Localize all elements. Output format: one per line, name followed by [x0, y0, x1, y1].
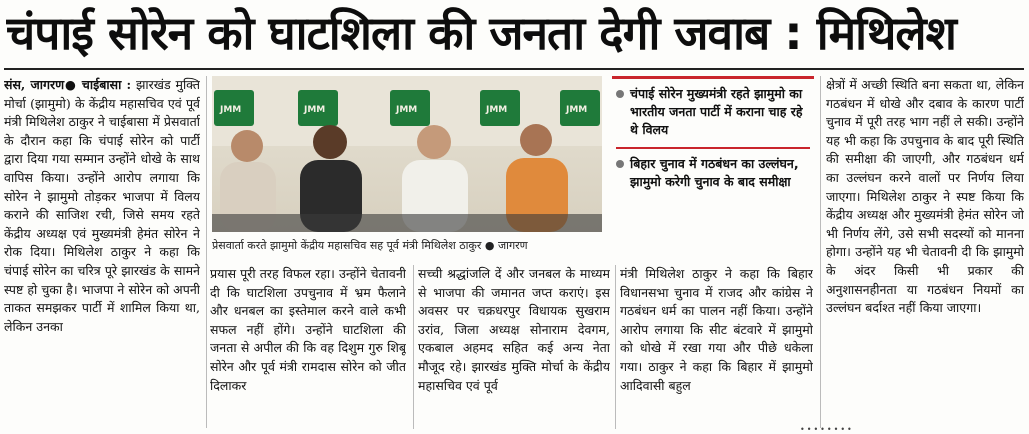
- column2-text: प्रयास पूरी तरह विफल रहा। उन्होंने चेतावनी दी कि घाटशिला उपचुनाव में भ्रम फैलाने और धनबल का इस्तेमाल करने वाले कभी सफल नहीं होंगे। उन्होंने घाटशिला की जनता से अपील की कि वह दिशुम गुरु शिबू सोरेन और पूर्व मंत्री रामदास सोरेन को जीत दिलाकर: [210, 266, 406, 393]
- column-divider: [615, 265, 616, 429]
- table: [212, 214, 602, 232]
- article-column-1: [4, 76, 200, 428]
- highlight-item: [612, 149, 814, 193]
- press-conference-photo: [212, 76, 602, 232]
- byline: संस, जागरण● चाईबासा :: [4, 77, 132, 92]
- article-column-3: [418, 265, 610, 429]
- column5-text: क्षेत्रों में अच्छी स्थिति बना सकता था, लेकिन गठबंधन में धोखे और दबाव के कारण पार्टी चुनाव में पूरी तरह भाग नहीं ले सकी। उन्होंने यह भी कहा कि उपचुनाव के बाद पूरी स्थिति की समीक्षा की जाएगी, और गठबंधन धर्म का उल्लंघन करने वालों पर निर्णय लिया जाएगा। मिथिलेश ठाकुर ने स्पष्ट किया कि केंद्रीय अध्यक्ष और मुख्यमंत्री हेमंत सोरेन जो भी निर्णय लेंगे, उसे सभी सदस्यों को मानना होगा। उन्होंने यह भी चेतावनी दी कि झामुमो के अंदर किसी भी प्रकार की अनुशासनहीनता या गठबंधन नियमों का उल्लंघन बर्दाश्त नहीं किया जाएगा।: [826, 77, 1024, 316]
- column1-text: झारखंड मुक्ति मोर्चा (झामुमो) के केंद्रीय महासचिव एवं पूर्व मंत्री मिथिलेश ठाकुर ने चाईबासा में प्रेसवार्ता के दौरान कहा कि चंपाई सोरेन को पार्टी द्वारा दिया गया सम्मान उन्होंने धोखे के साथ वापिस किया। उन्होंने आरोप लगाया कि सोरेन ने झामुमो तोड़कर भाजपा में विलय कराने की साजिश रची, जिसे समय रहते केंद्रीय अध्यक्ष एवं मुख्यमंत्री हेमंत सोरेन ने रोक दिया। मिथिलेश ठाकुर ने कहा कि चंपाई सोरेन का चरित्र पूरे झारखंड के सामने स्पष्ट हो चुका है। भाजपा ने सोरेन को अपनी ताकत समझकर पार्टी में शामिल किया था, लेकिन उनका: [4, 77, 200, 334]
- column-divider: [413, 265, 414, 429]
- highlight-item: [612, 79, 814, 141]
- article-column-4: [620, 265, 813, 429]
- photo-illustration: [212, 76, 602, 232]
- highlight-text: बिहार चुनाव में गठबंधन का उल्लंघन, झामुमो करेगी चुनाव के बाद समीक्षा: [630, 156, 799, 189]
- end-dots: ••••••••: [800, 425, 854, 434]
- column4-text: मंत्री मिथिलेश ठाकुर ने कहा कि बिहार विधानसभा चुनाव में राजद और कांग्रेस ने गठबंधन धर्म का पालन नहीं किया। उन्होंने आरोप लगाया कि सीट बंटवारे में झामुमो को धोखे में रखा गया और पीछे धकेला गया। ठाकुर ने कहा कि बिहार में झामुमो आदिवासी बहुल: [620, 266, 813, 393]
- banner-text: JMM: [566, 105, 588, 115]
- bullet-icon: [616, 160, 624, 168]
- banner-text: JMM: [396, 105, 418, 115]
- article-column-5: [826, 76, 1024, 428]
- column-divider: [206, 76, 207, 428]
- article-column-2: [210, 265, 406, 429]
- banner-text: JMM: [304, 105, 326, 115]
- highlights-box: [612, 76, 814, 259]
- column3-text: सच्ची श्रद्धांजलि दें और जनबल के माध्यम से भाजपा की जमानत जप्त कराएं। इस अवसर पर चक्रधरपुर विधायक सुखराम उरांव, जिला अध्यक्ष सोनाराम देवगम, एकबाल अहमद सहित कई अन्य नेता मौजूद रहे। झारखंड मुक्ति मोर्चा के केंद्रीय महासचिव एवं पूर्व: [418, 266, 610, 393]
- banner-text: JMM: [486, 105, 508, 115]
- headline: चंपाई सोरेन को घाटशिला की जनता देगी जवाब : मिथिलेश: [6, 6, 956, 60]
- banner-text: JMM: [220, 105, 242, 115]
- headline-rule: [4, 68, 1024, 70]
- highlight-text: चंपाई सोरेन मुख्यमंत्री रहते झामुमो का भारतीय जनता पार्टी में कराना चाह रहे थे विलय: [630, 86, 803, 137]
- photo-caption: प्रेसवार्ता करते झामुमो केंद्रीय महासचिव सह पूर्व मंत्री मिथिलेश ठाकुर ● जागरण: [212, 239, 528, 252]
- column-divider: [820, 76, 821, 428]
- bullet-icon: [616, 90, 624, 98]
